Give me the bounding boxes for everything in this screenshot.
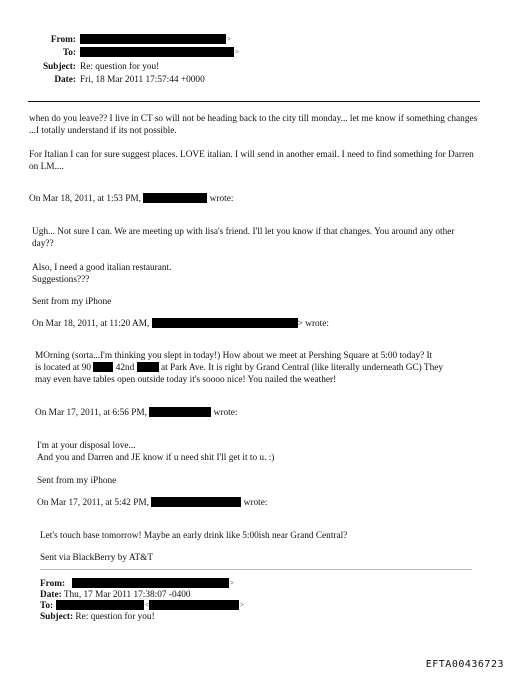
message-4-signature: Sent via BlackBerry by AT&T (40, 553, 154, 563)
redaction-block (72, 578, 229, 588)
footer-subject-line: Subject: Re: question for you! (40, 612, 155, 622)
message-1-paragraph-1: Ugh... Not sure I can. We are meeting up with lisa's friend. I'll let you know if that changes. You around any other day?? (32, 227, 455, 250)
redaction-block (93, 362, 113, 372)
redaction-block (80, 47, 234, 57)
message-2-line-1: MOrning (sorta...I'm thinking you slept in today!) How about we meet at Pershing Square at 5:00 today? It (35, 351, 433, 361)
message-4-line-1: Let's touch base tomorrow! Maybe an early drink like 5:00ish near Grand Central? (40, 531, 348, 541)
redaction-block (149, 600, 239, 610)
to-label: To: (62, 48, 76, 58)
redaction-block (151, 497, 241, 507)
message-2-line-2: is located at 90 42nd at Park Ave. It is right by Grand Central (like literally underneath GC) They (35, 363, 444, 373)
quote-header-1: On Mar 18, 2011, at 1:53 PM, wrote: (29, 194, 234, 204)
redaction-block (137, 362, 159, 372)
bates-number: EFTA00436723 (425, 659, 504, 670)
message-1-signature: Sent from my iPhone (32, 297, 112, 307)
redaction-block (143, 193, 207, 203)
redaction-block (80, 34, 226, 44)
date-label: Date: (54, 75, 76, 85)
body-paragraph-2: For Italian I can for sure suggest places. LOVE italian. I will send in another email. I need to find something for Darren on LM.... (29, 150, 474, 173)
quote-header-2: On Mar 18, 2011, at 11:20 AM, > wrote: (32, 319, 329, 329)
header-divider (28, 101, 480, 102)
footer-to-value: < > (56, 600, 244, 612)
footer-divider (40, 569, 472, 570)
quote-header-4: On Mar 17, 2011, at 5:42 PM, wrote: (37, 498, 268, 508)
message-3-line-1: I'm at your disposal love... (37, 441, 136, 451)
message-1-line-2b: Suggestions??? (32, 275, 90, 285)
footer-to-label: To: (40, 601, 54, 611)
subject-label: Subject: (42, 62, 76, 72)
footer-from-label: From: (40, 579, 66, 589)
redaction-block (152, 318, 298, 328)
subject-value: Re: question for you! (80, 62, 160, 72)
footer-date-line: Date: Thu, 17 Mar 2011 17:38:07 -0400 (40, 590, 191, 600)
message-3-line-2: And you and Darren and JE know if u need shit I'll get it to u. :) (37, 453, 275, 463)
to-value: > (80, 47, 239, 59)
date-value: Fri, 18 Mar 2011 17:57:44 +0000 (80, 75, 205, 85)
redaction-block (149, 407, 211, 417)
quote-header-3: On Mar 17, 2011, at 6:56 PM, wrote: (35, 408, 238, 418)
from-value: > (80, 34, 231, 46)
message-1-line-2a: Also, I need a good italian restaurant. (32, 263, 172, 273)
footer-from-value: > (72, 578, 234, 590)
message-3-signature: Sent from my iPhone (37, 476, 117, 486)
from-label: From: (50, 35, 76, 45)
redaction-block (56, 600, 144, 610)
message-2-line-3: may even have tables open outside today it's soooo nice! You nailed the weather! (35, 375, 337, 385)
body-paragraph-1: when do you leave?? I live in CT so will not be heading back to the city till monday... let me know if something changes ...I totally understand if its not possible. (29, 114, 478, 137)
